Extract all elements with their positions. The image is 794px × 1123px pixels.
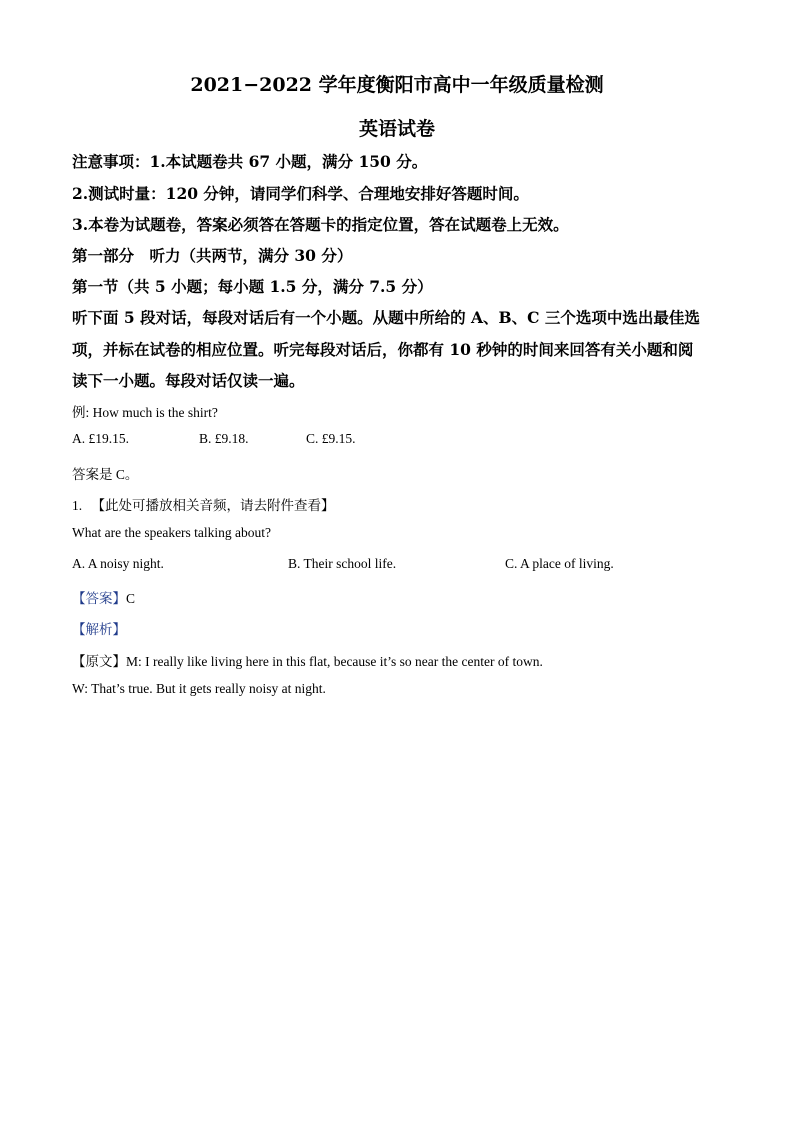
transcript-text-1: M: I really like living here in this flat, because it’s so near the center of town.	[126, 654, 543, 669]
answer-value: C	[126, 591, 136, 606]
example-option-b: B. £9.18.	[199, 431, 249, 446]
transcript-line-1	[72, 650, 543, 670]
note-3: 3.本卷为试题卷，答案必须答在答题卡的指定位置，答在试题卷上无效。	[72, 215, 569, 234]
analysis-line	[72, 618, 126, 638]
question-1-header	[72, 494, 335, 514]
answer-line	[72, 587, 135, 607]
analysis-tag: 【解析】	[72, 622, 126, 637]
question-1-option-c: C. A place of living.	[505, 556, 614, 571]
example-question: 例: How much is the shirt?	[72, 405, 218, 420]
exam-title: 2021−2022 学年度衡阳市高中一年级质量检测	[190, 74, 604, 96]
exam-subtitle: 英语试卷	[358, 118, 435, 140]
answer-tag: 【答案】	[72, 591, 126, 606]
instruction-line-2: 项，并标在试卷的相应位置。听完每段对话后，你都有 10 秒钟的时间来回答有关小题和阅	[72, 340, 694, 359]
instruction-line-1: 听下面 5 段对话，每段对话后有一个小题。从题中所给的 A、B、C 三个选项中选出最佳选	[72, 308, 700, 327]
example-option-c: C. £9.15.	[306, 431, 356, 446]
question-1-prompt: What are the speakers talking about?	[72, 525, 272, 540]
question-number: 1.	[72, 498, 83, 513]
instruction-line-3: 读下一小题。每段对话仅读一遍。	[72, 371, 305, 390]
section-heading: 第一节（共 5 小题；每小题 1.5 分，满分 7.5 分）	[72, 277, 433, 296]
example-answer: 答案是 C。	[72, 467, 139, 482]
transcript-tag: 【原文】	[72, 654, 126, 669]
audio-note: 【此处可播放相关音频，请去附件查看】	[91, 498, 335, 513]
question-1-option-a: A. A noisy night.	[72, 556, 164, 571]
part-heading: 第一部分 听力（共两节，满分 30 分）	[72, 246, 353, 265]
question-1-option-b: B. Their school life.	[288, 556, 397, 571]
note-1: 注意事项：1.本试题卷共 67 小题，满分 150 分。	[72, 152, 428, 171]
note-2: 2.测试时量：120 分钟，请同学们科学、合理地安排好答题时间。	[72, 184, 529, 203]
example-option-a: A. £19.15.	[72, 431, 129, 446]
transcript-line-2: W: That’s true. But it gets really noisy at night.	[72, 681, 326, 696]
